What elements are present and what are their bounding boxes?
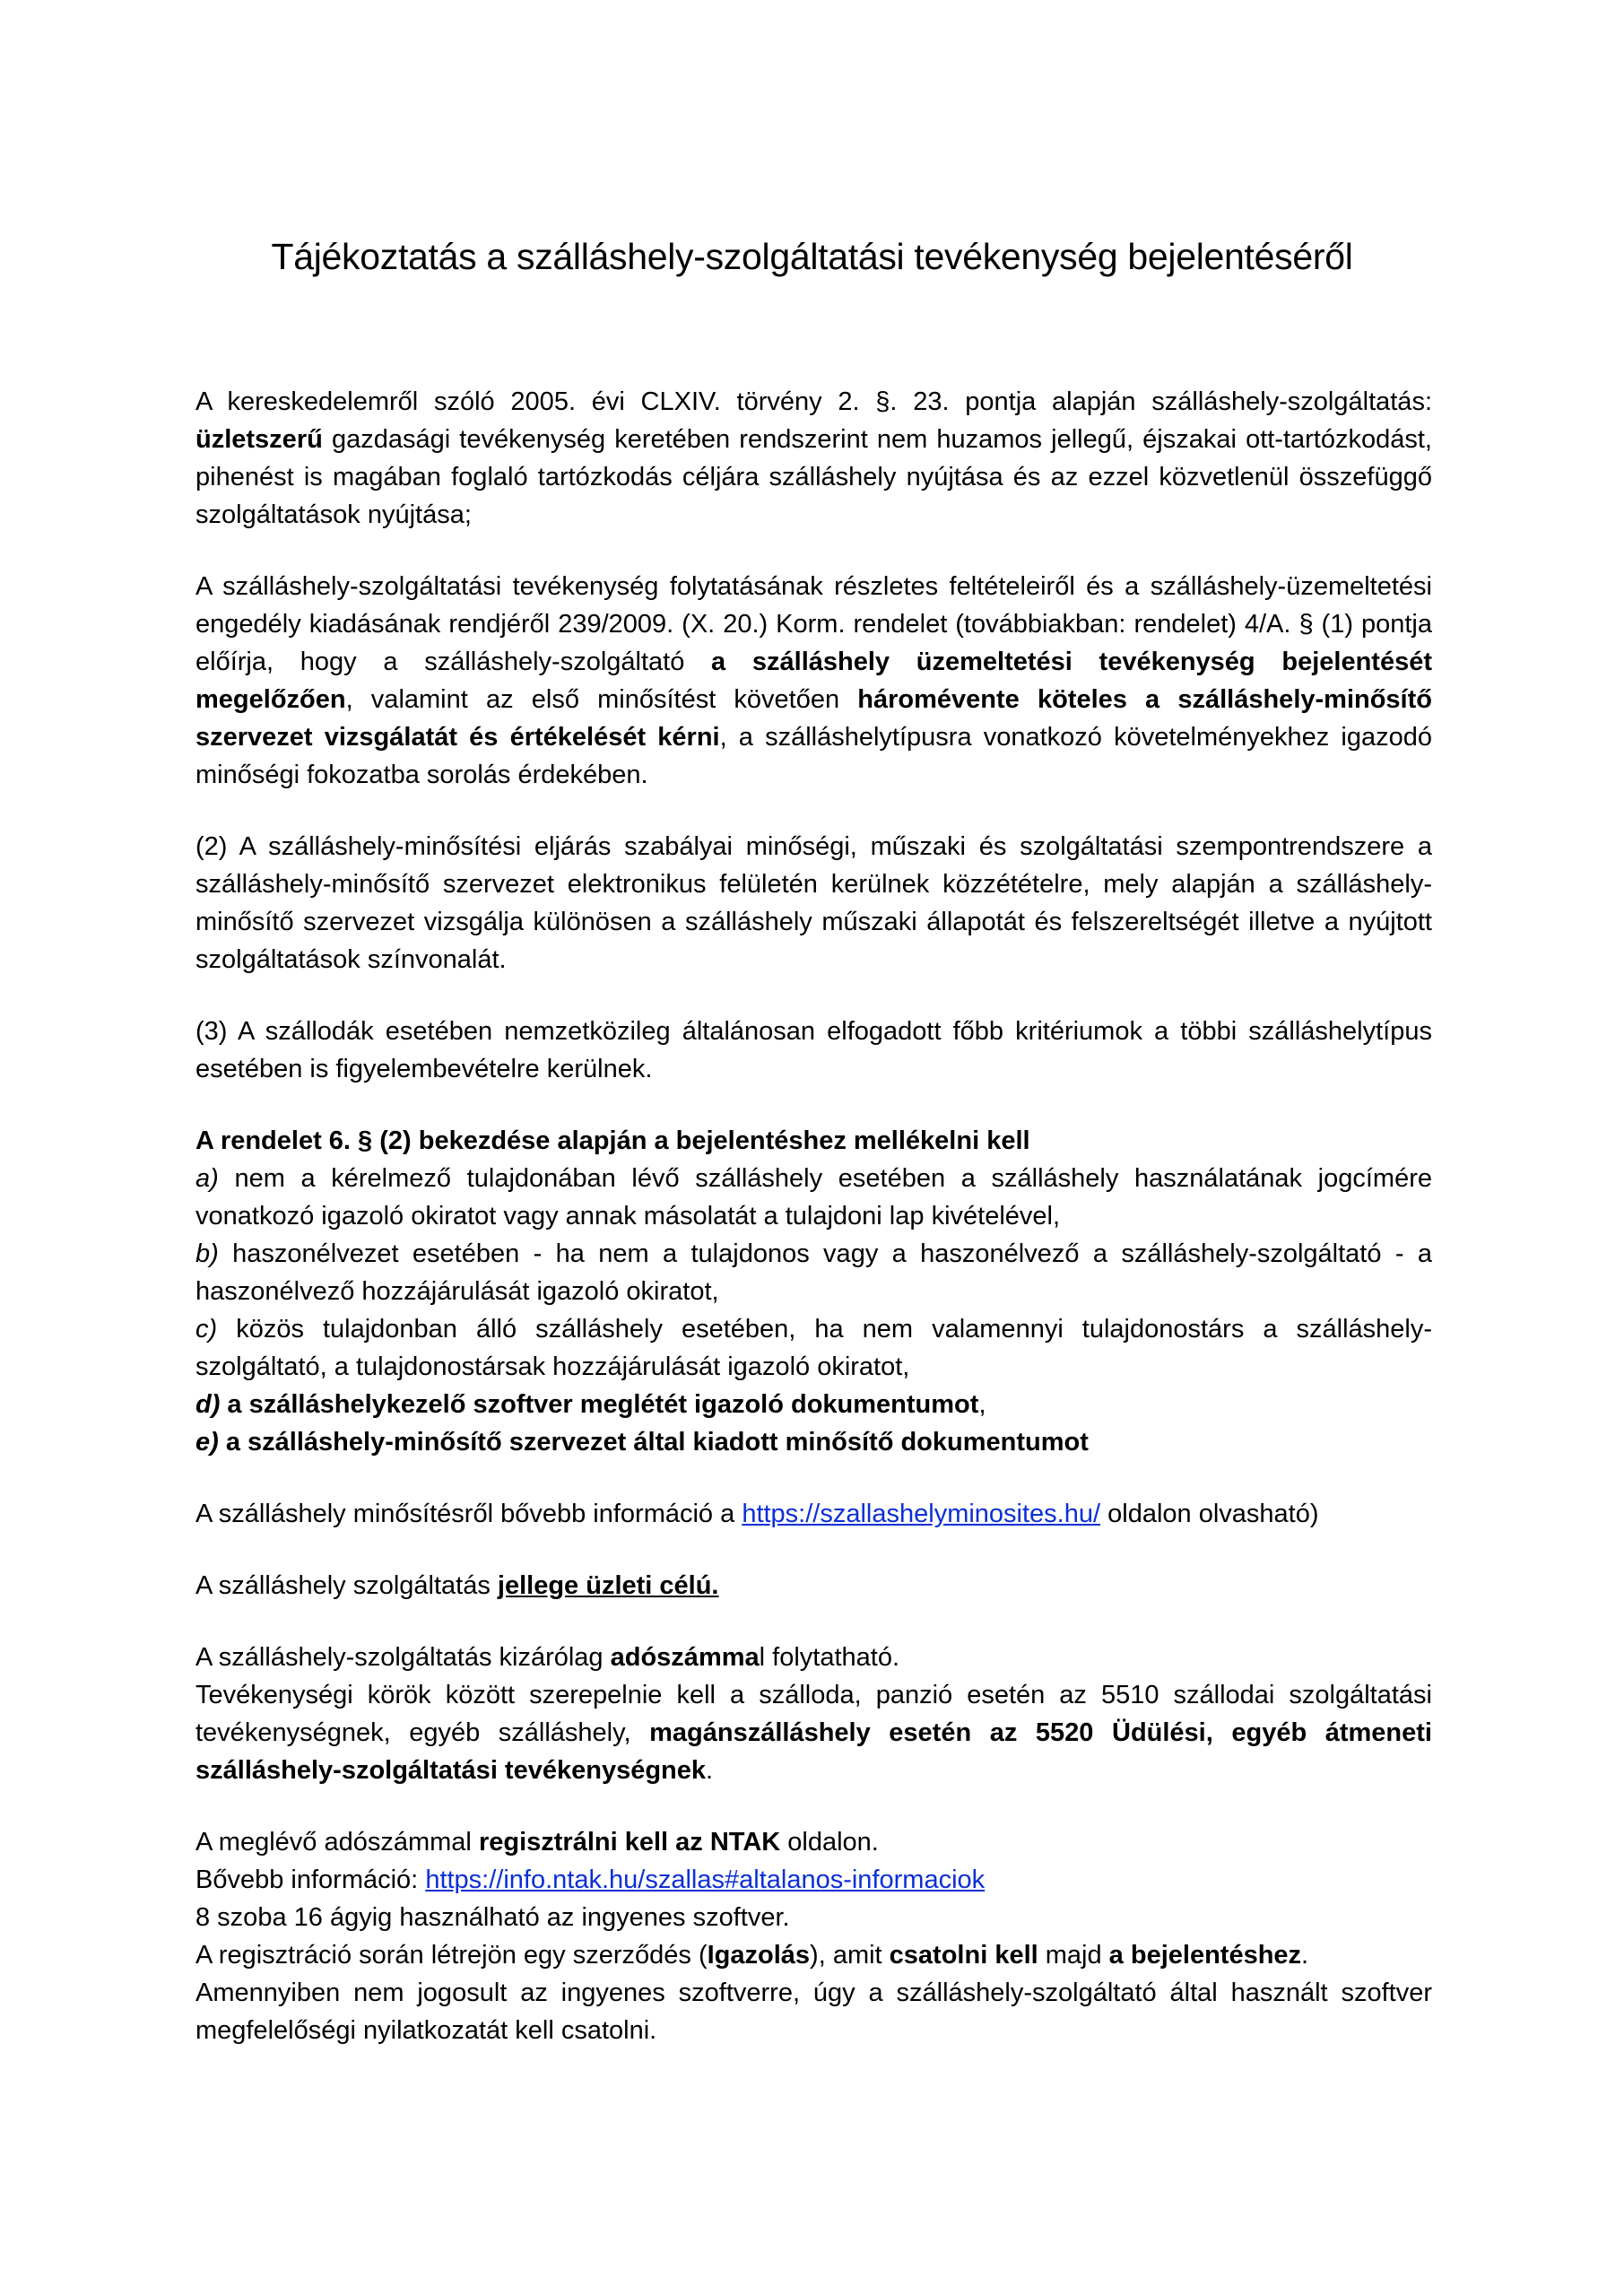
- document-title: Tájékoztatás a szálláshely-szolgáltatási tevékenység bejelentéséről: [271, 236, 1353, 277]
- text-run: .: [706, 1756, 714, 1785]
- bold-run: magánszálláshely esetén az 5520 Üdülési, egyéb átmeneti szálláshely-szolgáltatási tevékenységnek: [195, 1718, 1432, 1785]
- bold-run: háromévente köteles a szálláshely-minősítő szervezet vizsgálatát és értékelését kérni: [195, 685, 1432, 752]
- text-run: A szálláshely minősítésről bővebb információ a: [195, 1500, 743, 1528]
- text-run: Tevékenységi körök között szerepelnie kell a szálloda, panzió esetén az 5510 szállodai szolgáltatási tevékenységnek, egyéb szálláshely,: [195, 1681, 1432, 1747]
- text-run: haszonélvezet esetében - ha nem a tulajdonos vagy a haszonélvező a szálláshely-szolgáltató - a haszonélvező hozzájárulását igazoló okiratot,: [195, 1239, 1432, 1306]
- paragraph-more-info: [195, 1495, 1432, 1533]
- bold-run: A rendelet 6. § (2) bekezdése alapján a bejelentéshez mellékelni kell: [195, 1126, 1030, 1155]
- paragraph-regulation: [195, 568, 1432, 794]
- paragraph-definition: [195, 383, 1432, 534]
- text-run: , valamint az első minősítést követően: [345, 685, 858, 714]
- paragraph-tax-number: [195, 1639, 1432, 1676]
- paragraph-ntak-registration: [195, 1823, 1432, 1861]
- paragraph-business-character: [195, 1567, 1432, 1605]
- text-run: A szálláshely-szolgáltatási tevékenység folytatásának részletes feltételeiről és a szálláshely-üzemeltetési engedély kiadásának rendjéről 239/2009. (X. 20.) Korm. rendelet (továbbiakban: rendelet) 4/A. § (1) pontja előírja, hogy a szálláshely-szolgáltató: [195, 572, 1432, 676]
- text-run: A meglévő adószámmal: [195, 1828, 479, 1857]
- text-run: .: [1301, 1941, 1309, 1970]
- text-run: A szálláshely szolgáltatás: [195, 1571, 498, 1600]
- classification-website-link[interactable]: https://szallashelyminosites.hu/: [742, 1500, 1101, 1528]
- text-run: közös tulajdonban álló szálláshely esetében, ha nem valamennyi tulajdonostárs a szálláshely-szolgáltató, a tulajdonostársak hozzájárulását igazoló okiratot,: [195, 1315, 1432, 1381]
- text-run: ), amit: [810, 1941, 890, 1970]
- text-run: A szálláshely-szolgáltatás kizárólag: [195, 1643, 611, 1672]
- text-run: A regisztráció során létrejön egy szerződés (: [195, 1941, 708, 1970]
- bold-run: a szálláshely-minősítő szervezet által kiadott minősítő dokumentumot: [218, 1428, 1089, 1457]
- paragraph-free-software: 8 szoba 16 ágyig használható az ingyenes szoftver.: [195, 1903, 790, 1932]
- list-item-a: [195, 1160, 1432, 1235]
- item-label: b): [195, 1239, 219, 1268]
- bold-run: adószámma: [610, 1643, 760, 1672]
- text-run: A kereskedelemről szóló 2005. évi CLXIV. törvény 2. §. 23. pontja alapján szálláshely-szolgáltatás:: [195, 387, 1432, 416]
- text-run: , a szálláshelytípusra vonatkozó követelményekhez igazodó minőségi fokozatba sorolás érdekében.: [195, 723, 1432, 789]
- list-item-c: [195, 1310, 1432, 1386]
- item-label: c): [195, 1315, 218, 1344]
- list-item-e: [195, 1423, 1432, 1461]
- item-label: a): [195, 1164, 219, 1193]
- bold-run: a bejelentéshez: [1108, 1941, 1302, 1970]
- list-item-b: [195, 1235, 1432, 1310]
- item-label: e): [195, 1428, 219, 1457]
- bold-run: Igazolás: [707, 1941, 811, 1970]
- bold-run: regisztrálni kell az NTAK: [478, 1828, 781, 1857]
- bold-run: üzletszerű: [195, 425, 323, 454]
- text-run: nem a kérelmező tulajdonában lévő szálláshely esetében a szálláshely használatának jogcímére vonatkozó igazoló okiratot vagy annak másolatát a tulajdoni lap kivételével,: [195, 1164, 1432, 1231]
- text-run: oldalon.: [780, 1828, 879, 1857]
- list-heading: [195, 1122, 1432, 1160]
- text-run: gazdasági tevékenység keretében rendszerint nem huzamos jellegű, éjszakai ott-tartózkodást, pihenést is magában foglaló tartózkodás céljára szálláshely nyújtása és az ezzel közvetlenül összefüggő szolgáltatások nyújtása;: [195, 425, 1432, 529]
- text-run: majd: [1038, 1941, 1109, 1970]
- paragraph-activity-codes: [195, 1676, 1432, 1789]
- bold-run: a szálláshely üzemeltetési tevékenység bejelentését megelőzően: [195, 648, 1432, 714]
- text-run: oldalon olvasható): [1100, 1500, 1319, 1528]
- text-run: Bővebb információ:: [195, 1866, 426, 1894]
- item-label: d): [195, 1390, 221, 1419]
- bold-run: csatolni kell: [889, 1941, 1038, 1970]
- text-run: l folytatható.: [759, 1643, 900, 1672]
- text-run: ,: [978, 1390, 986, 1419]
- ntak-info-link[interactable]: https://info.ntak.hu/szallas#altalanos-informaciok: [425, 1866, 986, 1894]
- paragraph-software-declaration: Amennyiben nem jogosult az ingyenes szoftverre, úgy a szálláshely-szolgáltató által használt szoftver megfelelőségi nyilatkozatát kell csatolni.: [195, 1979, 1432, 2045]
- paragraph-contract: [195, 1936, 1432, 1974]
- underlined-bold-run: jellege üzleti célú.: [497, 1571, 719, 1600]
- bold-run: a szálláshelykezelő szoftver meglétét igazoló dokumentumot: [220, 1390, 979, 1419]
- paragraph-ntak-info: [195, 1861, 1432, 1899]
- paragraph-hotel-criteria: (3) A szállodák esetében nemzetközileg általánosan elfogadott főbb kritériumok a többi szálláshelytípus esetében is figyelembevételre kerülnek.: [195, 1017, 1432, 1083]
- list-item-d: [195, 1386, 1432, 1423]
- paragraph-classification-rules: (2) A szálláshely-minősítési eljárás szabályai minőségi, műszaki és szolgáltatási szempontrendszere a szálláshely-minősítő szervezet elektronikus felületén kerülnek közzétételre, mely alapján a szálláshely-minősítő szervezet vizsgálja különösen a szálláshely műszaki állapotát és felszereltségét illetve a nyújtott szolgáltatások színvonalát.: [195, 832, 1432, 974]
- document-body: [195, 383, 1432, 2049]
